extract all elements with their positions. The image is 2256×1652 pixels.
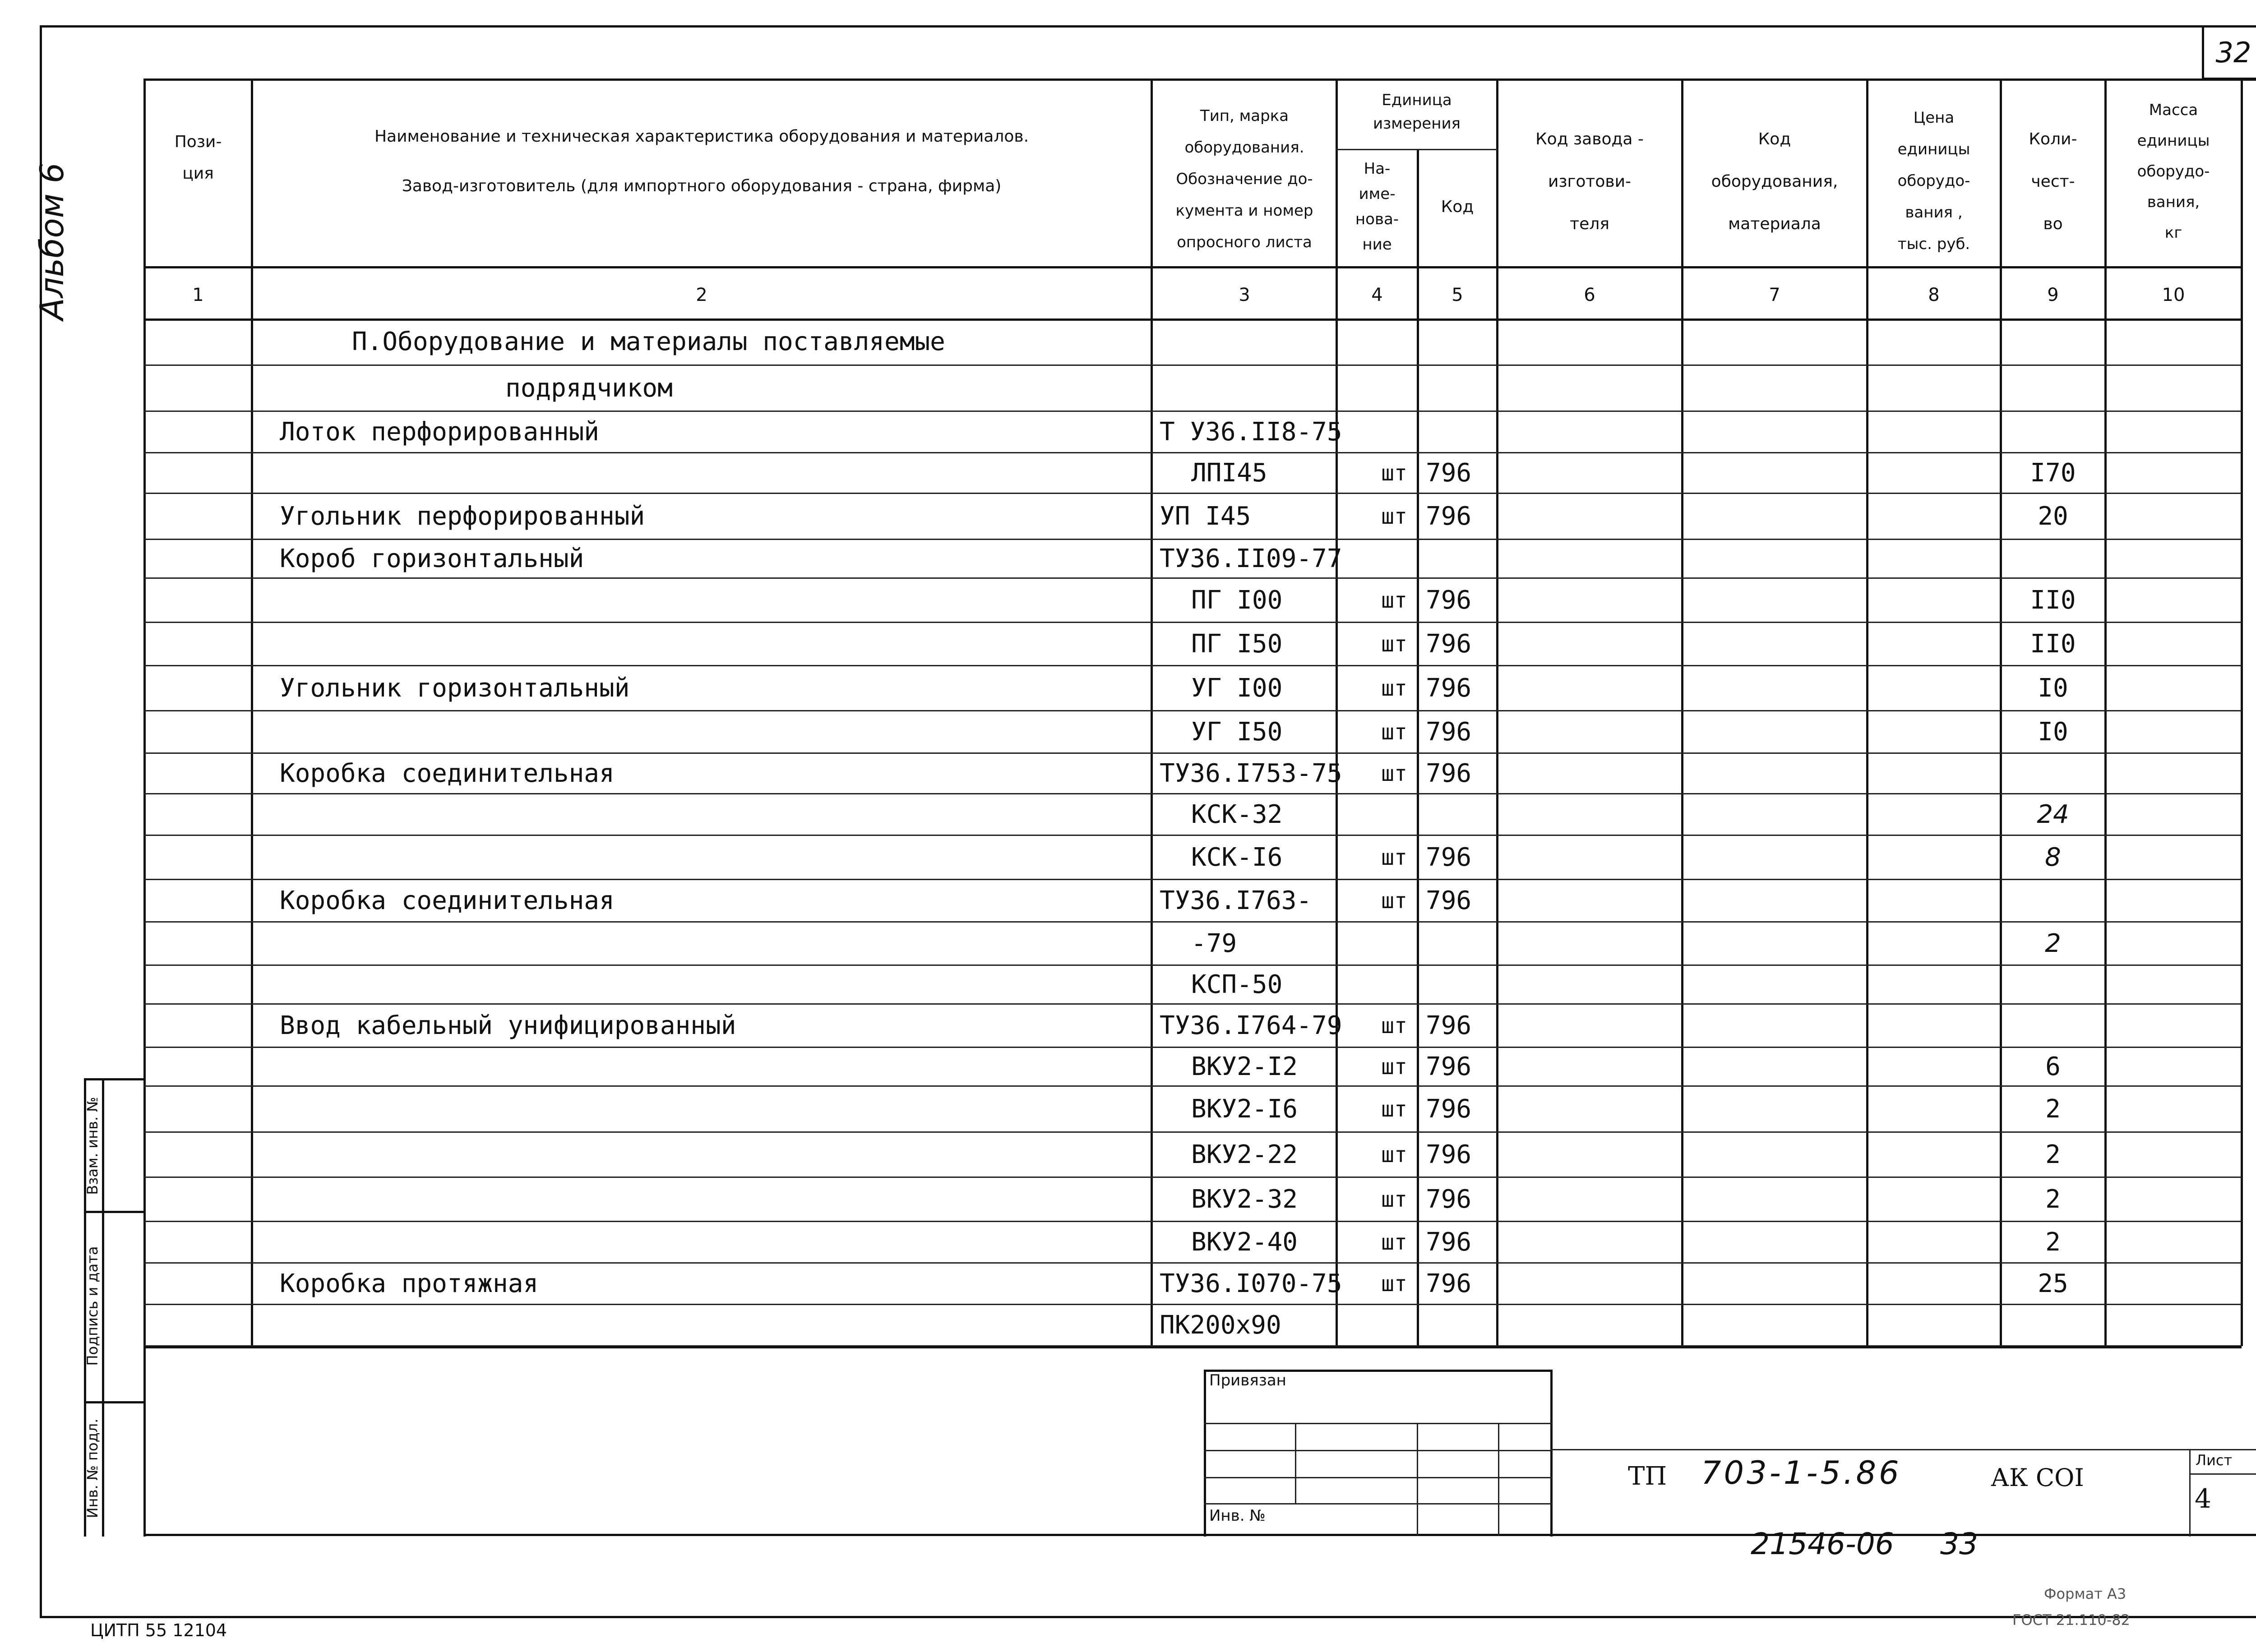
row-separator: [143, 1177, 2242, 1178]
cell-doc: КСП-50: [1191, 970, 1283, 999]
cell-qty: 25: [2038, 1269, 2068, 1298]
cell-doc: ТУЗ6.I764-79: [1160, 1011, 1342, 1040]
bind-line-4: [1204, 1503, 1552, 1504]
stamp-replace-inv: Взам. инв. №: [84, 1097, 101, 1195]
document-mark: АК СОI: [1991, 1463, 2084, 1492]
cell-code: 796: [1426, 1094, 1472, 1124]
row-separator: [143, 1131, 2242, 1133]
bind-line-1: [1204, 1423, 1552, 1424]
cell-name: Лоток перфорированный: [280, 417, 600, 447]
cell-name: Коробка соединительная: [280, 886, 615, 915]
cell-unit: шт: [1381, 1230, 1407, 1255]
bind-box-left: [1204, 1370, 1206, 1537]
cell-qty: 8: [2045, 843, 2061, 872]
cell-name: П.Оборудование и материалы поставляемые: [352, 327, 945, 356]
colnum-bottom: [143, 318, 2242, 321]
colnum-3: 3: [1239, 285, 1250, 305]
footer-gost: ГОСТ 21.110-82: [2012, 1611, 2130, 1629]
row-separator: [143, 622, 2242, 623]
cell-qty: 2: [2045, 1094, 2061, 1124]
table-bottom: [143, 1346, 2242, 1348]
bind-vline-3: [1498, 1423, 1499, 1536]
cell-unit: шт: [1381, 504, 1407, 529]
cell-code: 796: [1426, 1227, 1472, 1257]
row-separator: [143, 793, 2242, 794]
cell-unit: шт: [1381, 1187, 1407, 1212]
cell-qty: 2: [2045, 1140, 2061, 1169]
header-plant-code: Код завода - изготови- теля: [1535, 130, 1644, 233]
cell-doc: ВКУ2-40: [1191, 1227, 1298, 1257]
binding-title: Привязан: [1209, 1371, 1286, 1389]
cell-qty: I0: [2038, 717, 2068, 747]
cell-doc: КСК-32: [1191, 800, 1283, 829]
col-line-9: [2104, 78, 2107, 1346]
cell-code: 796: [1426, 586, 1472, 615]
unit-group-divider: [1336, 149, 1498, 150]
title-block-top: [1550, 1449, 2256, 1450]
row-separator: [143, 964, 2242, 966]
col-line-5: [1496, 78, 1498, 1346]
sheet-number: 4: [2195, 1483, 2211, 1514]
cell-code: 796: [1426, 886, 1472, 915]
cell-unit: шт: [1381, 845, 1407, 870]
col-line-8: [2000, 78, 2002, 1346]
cell-unit: шт: [1381, 588, 1407, 613]
cell-doc: ВКУ2-I2: [1191, 1052, 1298, 1081]
colnum-9: 9: [2047, 285, 2059, 305]
bind-vline-1: [1295, 1423, 1296, 1503]
col-line-7: [1866, 78, 1868, 1346]
header-mass: Масса единицы оборудо- вания, кг: [2137, 101, 2210, 242]
cell-code: 796: [1426, 458, 1472, 488]
outer-frame-bottom: [40, 1616, 2256, 1618]
designation: 703-1-5.86: [1701, 1454, 1902, 1491]
row-separator: [143, 710, 2242, 711]
row-separator: [143, 1047, 2242, 1048]
cell-qty: 2: [2045, 1227, 2061, 1257]
cell-doc: ТУЗ6.I753-75: [1160, 759, 1342, 788]
cell-qty: II0: [2030, 629, 2076, 659]
cell-qty: I70: [2030, 458, 2076, 488]
header-unit-group: Единица измерения: [1373, 91, 1461, 133]
archive-number: 21546-06: [1751, 1527, 1894, 1561]
cell-unit: шт: [1381, 632, 1407, 657]
row-separator: [143, 879, 2242, 880]
cell-doc: УГ I50: [1191, 717, 1283, 747]
cell-qty: 6: [2045, 1052, 2061, 1081]
row-separator: [143, 1085, 2242, 1087]
col-line-1: [251, 78, 253, 1346]
cell-doc: ВКУ2-32: [1191, 1185, 1298, 1214]
row-separator: [143, 1221, 2242, 1222]
row-separator: [143, 1003, 2242, 1005]
header-position: Пози- ция: [174, 133, 222, 183]
row-separator: [143, 835, 2242, 836]
stamp-signature-date: Подпись и дата: [84, 1246, 101, 1366]
sheet-label: Лист: [2196, 1452, 2233, 1469]
cell-name: Угольник перфорированный: [280, 502, 645, 531]
colnum-7: 7: [1769, 285, 1780, 305]
cell-unit: шт: [1381, 1142, 1407, 1167]
cell-unit: шт: [1381, 676, 1407, 701]
cell-doc: УГ I00: [1191, 674, 1283, 703]
cell-doc: ТУЗ6.I070-75: [1160, 1269, 1342, 1298]
cell-doc: ВКУ2-I6: [1191, 1094, 1298, 1124]
bind-vline-2: [1417, 1423, 1418, 1536]
footer-format: Формат А3: [2044, 1585, 2127, 1602]
designation-prefix: ТП: [1628, 1462, 1667, 1491]
row-separator: [143, 411, 2242, 412]
row-separator: [143, 365, 2242, 366]
colnum-10: 10: [2162, 285, 2185, 305]
cell-qty: II0: [2030, 586, 2076, 615]
cell-unit: шт: [1381, 1054, 1407, 1080]
colnum-2: 2: [696, 285, 707, 305]
cell-name: Ввод кабельный унифицированный: [280, 1011, 736, 1040]
cell-doc: Т УЗ6.II8-75: [1160, 417, 1342, 447]
page-number: 33: [1940, 1527, 1978, 1561]
row-separator: [143, 577, 2242, 579]
row-separator: [143, 1262, 2242, 1264]
inner-frame-bottom: [143, 1534, 2256, 1536]
cell-doc: ЛПI45: [1191, 458, 1267, 488]
corner-sheet-number: 32: [2215, 36, 2251, 69]
cell-doc: ПК200х90: [1160, 1311, 1281, 1340]
header-price: Цена единицы оборудо- вания , тыс. руб.: [1897, 109, 1970, 253]
cell-name: подрядчиком: [505, 374, 673, 403]
cell-unit: шт: [1381, 1013, 1407, 1038]
cell-name: Коробка протяжная: [280, 1269, 539, 1298]
colnum-6: 6: [1584, 285, 1595, 305]
stamp-inv-original: Инв. № подл.: [84, 1418, 101, 1518]
row-separator: [143, 665, 2242, 666]
cell-name: Угольник горизонтальный: [280, 674, 630, 703]
header-type: Тип, марка оборудования. Обозначение до- кумента и номер опросного листа: [1175, 107, 1313, 251]
cell-doc: ПГ I50: [1191, 629, 1283, 659]
row-separator: [143, 452, 2242, 453]
cell-unit: шт: [1381, 1271, 1407, 1297]
header-unit-code: Код: [1441, 198, 1474, 216]
cell-doc: КСК-I6: [1191, 843, 1283, 872]
stamp-mid: [102, 1078, 104, 1537]
header-unit-name: На- име- нова- ние: [1355, 160, 1399, 254]
col-line-6: [1681, 78, 1683, 1346]
cell-qty: I0: [2038, 674, 2068, 703]
corner-box-left: [2202, 25, 2204, 79]
cell-doc: ПГ I00: [1191, 586, 1283, 615]
cell-unit: шт: [1381, 888, 1407, 914]
cell-code: 796: [1426, 1269, 1472, 1298]
cell-code: 796: [1426, 1052, 1472, 1081]
footer-left: ЦИТП 55 12104: [90, 1620, 227, 1640]
cell-doc: -79: [1191, 929, 1237, 958]
binding-inv: Инв. №: [1209, 1507, 1266, 1525]
col-line-2: [1151, 78, 1153, 1346]
colnum-4: 4: [1371, 285, 1383, 305]
cell-unit: шт: [1381, 761, 1407, 786]
header-bottom: [143, 266, 2242, 268]
colnum-5: 5: [1452, 285, 1463, 305]
cell-code: 796: [1426, 1140, 1472, 1169]
cell-code: 796: [1426, 717, 1472, 747]
cell-unit: шт: [1381, 720, 1407, 745]
cell-code: 796: [1426, 759, 1472, 788]
cell-code: 796: [1426, 674, 1472, 703]
cell-code: 796: [1426, 843, 1472, 872]
row-separator: [143, 493, 2242, 494]
cell-qty: 2: [2045, 929, 2061, 958]
row-separator: [143, 539, 2242, 540]
bind-box-right: [1550, 1370, 1553, 1537]
header-equipment-code: Код оборудования, материала: [1711, 130, 1838, 233]
cell-doc: ТУЗ6.I763-: [1160, 886, 1312, 915]
cell-code: 796: [1426, 1185, 1472, 1214]
cell-code: 796: [1426, 1011, 1472, 1040]
header-name-line2: Завод-изготовитель (для импортного оборудования - страна, фирма): [402, 177, 1002, 195]
header-quantity: Коли- чест- во: [2029, 130, 2077, 233]
outer-frame-top: [40, 25, 2256, 28]
row-separator: [143, 752, 2242, 754]
cell-unit: шт: [1381, 461, 1407, 486]
cell-name: Коробка соединительная: [280, 759, 615, 788]
header-name-line1: Наименование и техническая характеристика оборудования и материалов.: [374, 127, 1029, 146]
cell-qty: 24: [2037, 800, 2069, 829]
sheet-box-div: [2189, 1473, 2256, 1475]
cell-doc: УП I45: [1160, 502, 1251, 531]
cell-qty: 20: [2038, 502, 2068, 531]
bind-line-3: [1204, 1477, 1552, 1478]
cell-doc: ВКУ2-22: [1191, 1140, 1298, 1169]
col-line-3: [1336, 78, 1338, 1346]
bind-line-2: [1204, 1450, 1552, 1451]
table-top: [143, 78, 2256, 81]
cell-code: 796: [1426, 629, 1472, 659]
cell-code: 796: [1426, 502, 1472, 531]
cell-qty: 2: [2045, 1185, 2061, 1214]
cell-name: Короб горизонтальный: [280, 544, 584, 573]
row-separator: [143, 921, 2242, 923]
colnum-1: 1: [192, 285, 204, 305]
sheet-box-left: [2189, 1449, 2191, 1537]
cell-unit: шт: [1381, 1097, 1407, 1122]
cell-doc: ТУЗ6.II09-77: [1160, 544, 1342, 573]
col-line-10: [2241, 78, 2243, 1346]
row-separator: [143, 1304, 2242, 1305]
colnum-8: 8: [1928, 285, 1940, 305]
album-label: Альбом 6: [33, 162, 71, 320]
